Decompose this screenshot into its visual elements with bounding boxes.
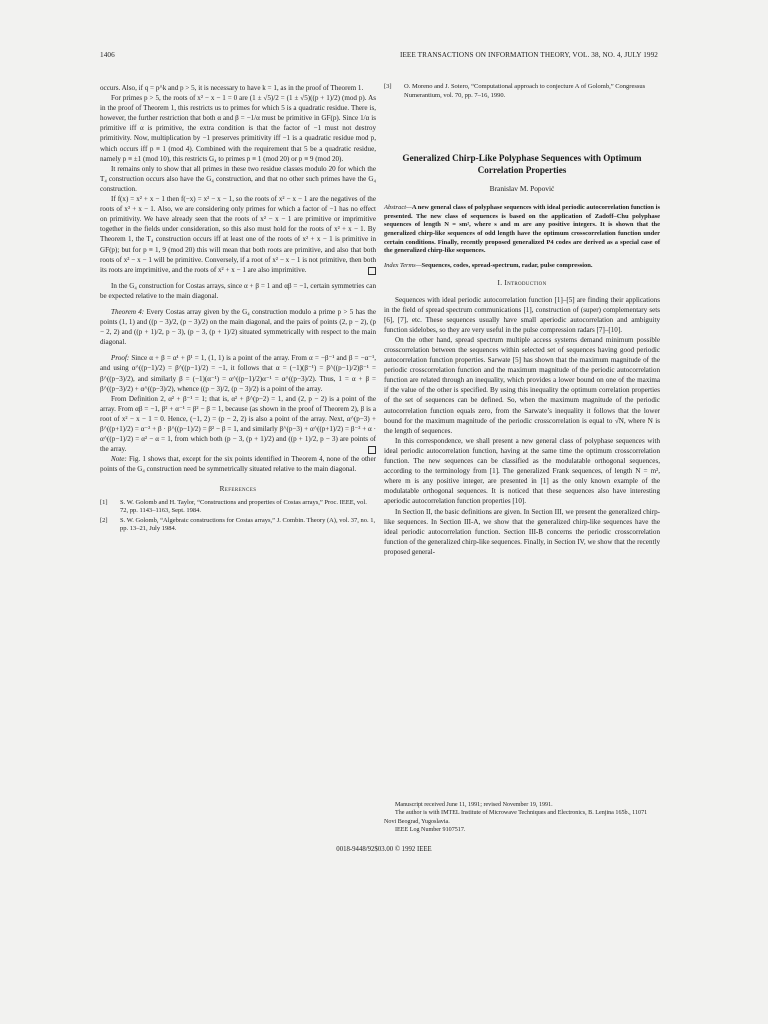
- footnote-line: The author is with IMTEL Institute of Microwave Techniques and Electronics, B. Lenjina 165b., 11071 Novi Beograd, Yugoslavia.: [384, 810, 648, 825]
- paragraph: On the other hand, spread spectrum multiple access systems demand minimum possible crosscorrelation between the sequences within selected set of sequences having good periodic autocorrelation function properties. Sarwate [5] has shown that the maximum magnitude of the periodic crosscorrelation function and the maximum magnitude of the periodic autocorrelation function are related through an inequality, which provides a lower bound on one of the maxima if the value of the other is specified. By using this inequality the optimum correlation properties of the set of sequences can be defined. So, when the maximum magnitude of the periodic autocorrelation function equals zero, from the Sarwate’s inequality it follows that the lower bound for the maximum magnitude of the periodic crosscorrelation is equal to √N, where N is the length of sequences.: [384, 335, 660, 435]
- abstract-label: Abstract—: [384, 204, 412, 212]
- article-title: Generalized Chirp-Like Polyphase Sequences with Optimum Correlation Properties: [402, 153, 642, 176]
- paragraph: For primes p > 5, the roots of x² − x − 1 = 0 are (1 ± √5)/2 = (1 ± √5)((p + 1)/2) (mod p). As in the proof of Theorem 1, this restricts us to primes for which 5 is a quadratic residue. There is, however, the further restriction that both α and β = −1/α must be primitive in GF(p). Since 1/α is primitive iff α is primitive, the extra condition is that the factor of −1 must not destroy primitivity. Now, multiplication by −1 preserves primitivity iff −1 is a quadratic residue mod p, which occurs iff p ≡ 1 (mod 4). Combined with the requirement that 5 be a quadratic residue, namely p ≡ ±1 (mod 10), this restricts G₄ to primes p ≡ 1 (mod 20) or p ≡ 9 (mod 20).: [100, 94, 376, 163]
- theorem: [100, 307, 376, 347]
- theorem-label: Theorem 4:: [111, 307, 145, 316]
- references-heading: References: [219, 485, 257, 494]
- reference-item: [100, 517, 376, 534]
- theorem-text: Every Costas array given by the G₄ construction modulo a prime p > 5 has the points (1, 1) and ((p − 3)/2, (p − 3)/2) on the main diagonal, and the pairs of points (2, p − 2), (p − 2, 2) and ((p + 1)/2, p − 3), (p − 3, (p + 1)/2) situated symmetrically with respect to the main diagonal.: [100, 307, 376, 347]
- proof-text-2: From Definition 2, α² + β⁻¹ = 1; that is, α² + β^(p−2) = 1, and (2, p − 2) is a point of the array. From αβ = −1, β² + α⁻¹ = β² − β = 1, because (as shown in the proof of Theorem 2), β is a root of x² − x − 1 = 0. Hence, (−1, 2) = (p − 2, 2) is also a point of the array. Next, α^(p−3) + β^((p+1)/2) = α⁻² + β · β^((p−1)/2) = β² − β = 1, and similarly β^(p−3) + α^((p+1)/2) = β⁻² + α · α^((p−1)/2) = α² − α = 1, from which both (p − 3, (p + 1)/2) and ((p + 1)/2, p − 3) are points of the array.: [100, 394, 376, 454]
- note-label: Note:: [111, 455, 127, 464]
- reference-tag: [1]: [100, 498, 108, 506]
- qed-symbol: [368, 446, 376, 454]
- reference-tag: [2]: [100, 516, 108, 524]
- reference-item: [384, 83, 660, 100]
- manuscript-footnote: [384, 801, 660, 834]
- abstract: [384, 204, 660, 256]
- reference-text: S. W. Golomb, “Algebraic constructions for Costas arrays,” J. Combin. Theory (A), vol. 37, no. 1, pp. 13–21, July 1984.: [120, 516, 376, 533]
- paragraph-text: If f(x) = x² + x − 1 then f(−x) = x² − x − 1, so the roots of x² − x − 1 are the negatives of the roots of x² + x − 1. Also, we are considering only primes for which a factor of −1 has no effect on primitivity. We have already seen that the roots of x² − x − 1 are primitive or imprimitive together in the fields under consideration, so this also must hold for the roots of x² + x − 1. By Theorem 1, the T₄ construction occurs iff at least one of the roots of x² + x − 1 is primitive in GF(p); but for p ≡ 1, 9 (mod 20) this will mean that both roots are primitive, and also that both roots of x² − x − 1 will be primitive. Conversely, if a root of x² − x − 1 is not primitive, then both its roots are imprimitive, and the roots of x² + x − 1 are also imprimitive.: [100, 195, 376, 274]
- proof: [100, 353, 376, 393]
- proof-continued: [100, 394, 376, 455]
- index-terms-label: Index Terms—: [384, 261, 422, 269]
- page-number: 1406: [100, 51, 115, 59]
- paragraph: In this correspondence, we shall present a new general class of polyphase sequences with ideal periodic autocorrelation function, having at the same time the optimum crosscorrelation function. The new sequences can be classified as the modulatable orthogonal sequences, according to the terminology from [1]. The generalized Frank sequences, of length N = m², where m is any positive integer, are presented in [1] as the only known example of the modulatable orthogonal sequences. It is noticed that these sequences also have interesting aperiodic autocorrelation function properties [10].: [384, 436, 660, 506]
- footnote-line: IEEE Log Number 9107517.: [395, 826, 466, 833]
- paragraph: Sequences with ideal periodic autocorrelation function [1]–[5] are finding their applications in the field of spread spectrum communications [1], construction of (super) complementary sets [6], [7], etc. These sequences usually have small aperiodic autocorrelation and ambiguity function sidelobes, so they are very useful in the pulse compression radars [7]–[10].: [384, 295, 660, 334]
- qed-symbol: [368, 267, 376, 275]
- article-author: Branislav M. Popović: [489, 184, 555, 194]
- proof-label: Proof:: [111, 354, 130, 363]
- left-column: [100, 83, 376, 535]
- index-terms: [384, 262, 660, 271]
- paragraph: occurs. Also, if q = p^k and p > 5, it is necessary to have k = 1, as in the proof of Theorem 1.: [100, 84, 364, 92]
- reference-item: [100, 499, 376, 516]
- running-title: IEEE TRANSACTIONS ON INFORMATION THEORY, VOL. 38, NO. 4, JULY 1992: [399, 51, 658, 59]
- reference-text: O. Moreno and J. Sotero, “Computational approach to conjecture A of Golomb,” Congressus Numerantium, vol. 70, pp. 7–16, 1990.: [404, 83, 646, 99]
- paragraph: In the G₄ construction for Costas arrays, since α + β = 1 and αβ = −1, certain symmetries can be expected relative to the main diagonal.: [100, 281, 376, 300]
- note: [100, 454, 376, 474]
- paragraph: In Section II, the basic definitions are given. In Section III, we present the generalized chirp-like sequences. In Section III-A, we show that the generalized chirp-like sequences have the ideal periodic autocorrelation function. Section III-B concerns the periodic crosscorrelation function of the generalized chirp-like sequences. Finally, in Section IV, we show that the recently proposed general-: [384, 507, 660, 556]
- copyright-line: 0018-9448/92$03.00 © 1992 IEEE: [336, 846, 432, 853]
- right-column: [384, 83, 660, 557]
- index-terms-text: Sequences, codes, spread-spectrum, radar, pulse compression.: [421, 261, 593, 269]
- paragraph: It remains only to show that all primes in these two residue classes modulo 20 for which the T₄ construction occurs also have the G₄ construction, and that no other such primes have the G₄ construction.: [100, 164, 376, 193]
- section-heading: I. Introduction: [497, 279, 547, 288]
- paragraph: [100, 194, 376, 275]
- proof-text: Since α + β = α¹ + β¹ = 1, (1, 1) is a point of the array. From α = −β⁻¹ and β = −α⁻¹, and using α^((p−1)/2) = β^((p−1)/2) = −1, it follows that α = (−1)(β⁻¹) = β^((p−1)/2)β⁻¹ = β^((p−3)/2), and similarly β = (−1)(α⁻¹) = α^((p−1)/2)α⁻¹ = α^((p−3)/2). Thus, 1 = α + β = β^((p−3)/2) + α^((p−3)/2), whence ((p − 3)/2, (p − 3)/2) is a point of the array.: [100, 354, 376, 393]
- footnote-line: Manuscript received June 11, 1991; revised November 19, 1991.: [395, 802, 553, 808]
- abstract-text: A new general class of polyphase sequences with ideal periodic autocorrelation function is presented. The new class of sequences is based on the application of Zadoff–Chu polyphase sequences of length N = sm², where s and m are any positive integers. It is shown that the generalized chirp-like sequences of odd length have the optimum crosscorrelation function under certain conditions. Finally, recently proposed generalized P4 codes are derived as a special case of the generalized chirp-like sequences.: [384, 204, 660, 255]
- reference-tag: [3]: [384, 83, 392, 90]
- note-text: Fig. 1 shows that, except for the six points identified in Theorem 4, none of the other points of the G₄ construction need be symmetrically situated relative to the main diagonal.: [100, 455, 376, 474]
- reference-text: S. W. Golomb and H. Taylor, “Constructions and properties of Costas arrays,” Proc. IEEE, vol. 72, pp. 1143–1163, Sept. 1984.: [120, 498, 367, 515]
